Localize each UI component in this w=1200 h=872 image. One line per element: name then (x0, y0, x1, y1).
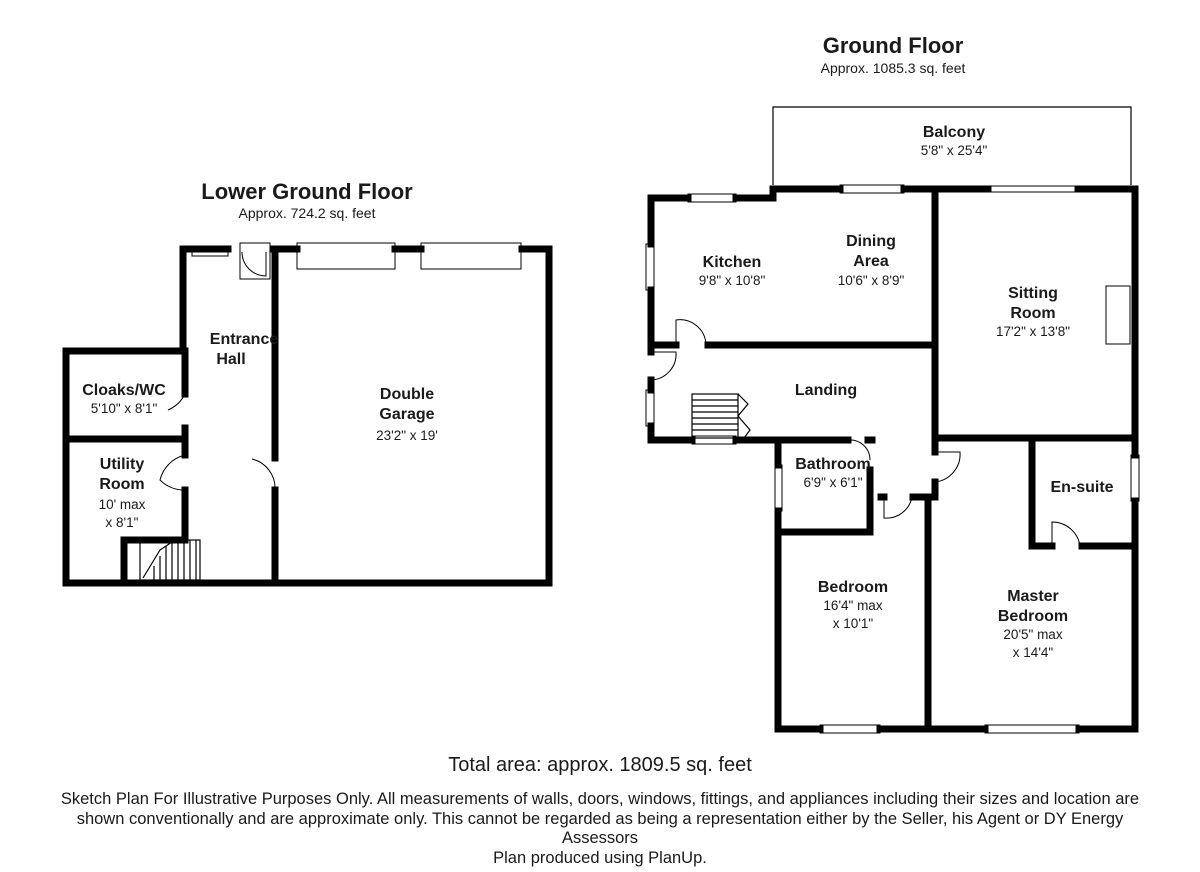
utility-room-label: Utility Room (99, 456, 145, 493)
kitchen-dims: 9'8" x 10'8" (698, 273, 766, 288)
utility-room-dims: 10' max x 8'1" (98, 497, 146, 530)
lower-ground-floor-title: Lower Ground Floor (201, 179, 413, 204)
front-door-icon (651, 352, 676, 380)
lower-ground-floor-area: Approx. 724.2 sq. feet (238, 205, 376, 221)
ground-outer-wall (1079, 501, 1135, 729)
landing-window (692, 436, 736, 444)
master-bedroom-window (985, 725, 1079, 733)
bathroom-label: Bathroom (795, 456, 871, 473)
ensuite-wall (1032, 441, 1052, 546)
disclaimer-line: shown conventionally and are approximate only. This cannot be regarded as being a representation either by the Seller, his Agent or DY Energy (76, 809, 1124, 828)
cloaks-wc-label: Cloaks/WC (82, 382, 166, 399)
garage-window (421, 243, 521, 269)
bedroom-door-icon (884, 497, 912, 518)
landing-side-window (646, 390, 654, 426)
master-bedroom-door-icon (935, 452, 960, 482)
balcony-label: Balcony (922, 124, 986, 141)
ground-stairs-icon (692, 394, 750, 438)
double-garage-label: Double Garage (379, 386, 435, 423)
ensuite-door-icon (1052, 522, 1080, 546)
kitchen-door-icon (676, 320, 706, 345)
ground-outer-wall (651, 426, 692, 440)
landing-label: Landing (794, 382, 858, 399)
ground-outer-wall (651, 198, 688, 244)
lower-outer-wall (66, 249, 549, 583)
lower-stairs-icon (140, 540, 200, 580)
ground-outer-wall (736, 440, 778, 465)
ground-floor-plan (646, 33, 1139, 733)
fireplace (1106, 286, 1130, 344)
ensuite-label: En-suite (1050, 479, 1114, 496)
master-bedroom-label: Master Bedroom (997, 588, 1069, 625)
disclaimer-line: Plan produced using PlanUp. (493, 848, 707, 867)
dining-area-label: Dining Area (846, 233, 896, 270)
bathroom-window (775, 465, 782, 511)
total-area: Total area: approx. 1809.5 sq. feet (448, 754, 752, 776)
sitting-room-dims: 17'2" x 13'8" (995, 324, 1071, 339)
kitchen-window (688, 194, 736, 202)
disclaimer-line: Sketch Plan For Illustrative Purposes Only. All measurements of walls, doors, windows, fittings, and appliances including their sizes and location are (60, 790, 1140, 808)
master-bedroom-wall (913, 482, 935, 497)
entrance-hall-label: Entrance Hall (209, 331, 279, 368)
sitting-room-wall (935, 345, 1132, 438)
ground-floor-title: Ground Floor (822, 33, 964, 58)
sitting-room-label: Sitting Room (1008, 285, 1058, 322)
ground-outer-wall (778, 511, 820, 729)
sitting-room-window (988, 186, 1078, 192)
kitchen-label: Kitchen (702, 254, 762, 271)
cloaks-wc-dims: 5'10" x 8'1" (90, 401, 158, 416)
double-garage-dims: 23'2" x 19' (376, 428, 438, 443)
garage-door-icon (252, 459, 275, 490)
ground-floor-area: Approx. 1085.3 sq. feet (820, 60, 966, 76)
bedroom-window (820, 725, 880, 733)
dining-window (840, 185, 904, 193)
lower-ground-floor-plan (66, 179, 549, 583)
disclaimer (0, 790, 1200, 868)
garage-window (297, 243, 395, 269)
ensuite-window (1131, 455, 1139, 501)
master-bedroom-dims: 20'5" max x 14'4" (1003, 627, 1063, 660)
dining-area-dims: 10'6" x 8'9" (837, 273, 905, 288)
disclaimer-line: Assessors (561, 829, 639, 847)
bedroom-dims: 16'4" max x 10'1" (823, 598, 883, 631)
utility-door-icon (160, 455, 185, 490)
bedroom-label: Bedroom (817, 579, 889, 596)
bathroom-dims: 6'9" x 6'1" (803, 475, 863, 490)
kitchen-side-window (646, 244, 654, 290)
balcony-dims: 5'8" x 25'4" (920, 143, 988, 158)
ground-outer-wall (736, 189, 840, 198)
